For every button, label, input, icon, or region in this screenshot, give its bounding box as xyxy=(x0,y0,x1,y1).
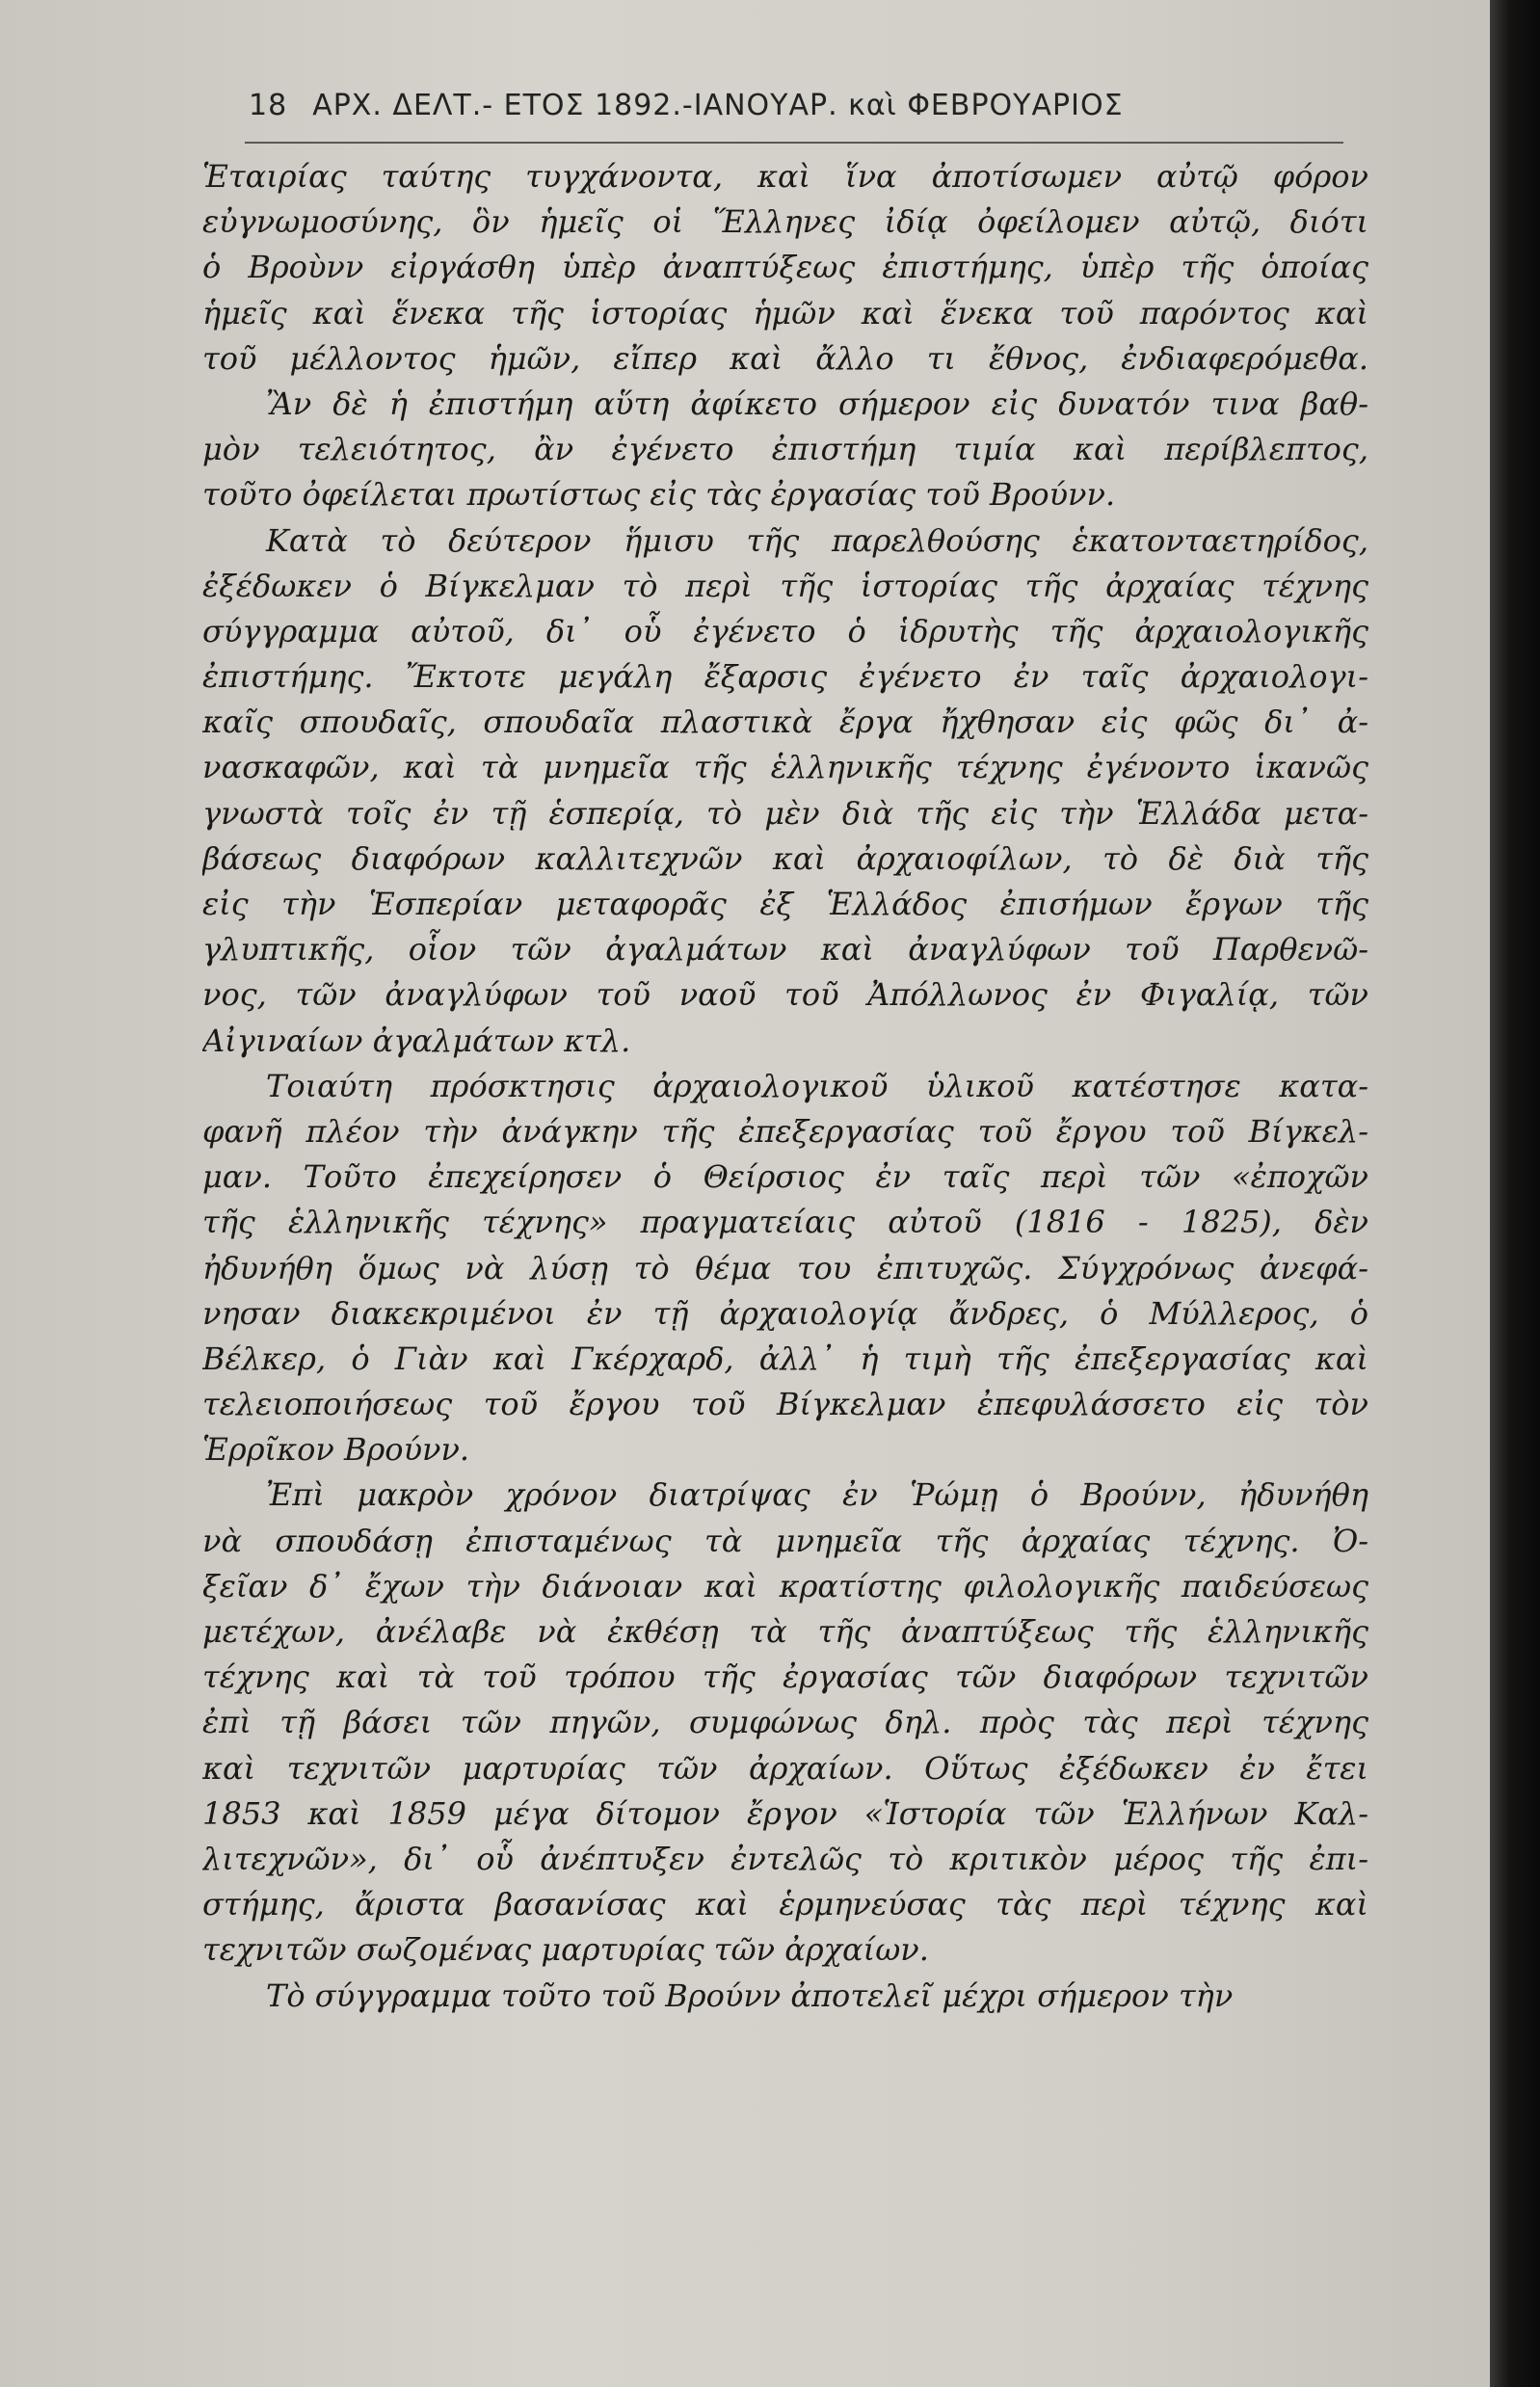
text-line: τελειοποιήσεως τοῦ ἔργου τοῦ Βίγκελμαν ἐπεφυλάσσετο εἰς τὸν xyxy=(202,1386,1368,1423)
text-line: τέχνης καὶ τὰ τοῦ τρόπου τῆς ἐργασίας τῶν διαφόρων τεχνιτῶν xyxy=(202,1658,1368,1696)
running-title: ΑΡΧ. ΔΕΛΤ.- ΕΤΟΣ 1892.-ΙΑΝΟΥΑΡ. καὶ ΦΕΒΡΟΥΑΡΙΟΣ xyxy=(312,89,1124,122)
text-line: τεχνιτῶν σωζομένας μαρτυρίας τῶν ἀρχαίων. xyxy=(202,1931,929,1969)
text-line: στήμης, ἄριστα βασανίσας καὶ ἑρμηνεύσας τὰς περὶ τέχνης καὶ xyxy=(202,1886,1368,1923)
body-text xyxy=(202,154,1368,2019)
text-line: Ἑταιρίας ταύτης τυγχάνοντα, καὶ ἵνα ἀποτίσωμεν αὐτῷ φόρον xyxy=(202,158,1368,195)
text-line: Βέλκερ, ὁ Γιὰν καὶ Γκέρχαρδ, ἀλλ᾽ ἡ τιμὴ τῆς ἐπεξεργασίας καὶ xyxy=(202,1339,1368,1377)
text-line: ἡμεῖς καὶ ἕνεκα τῆς ἱστορίας ἡμῶν καὶ ἕνεκα τοῦ παρόντος καὶ xyxy=(202,294,1368,332)
text-line: νησαν διακεκριμένοι ἐν τῇ ἀρχαιολογίᾳ ἄνδρες, ὁ Μύλλερος, ὁ xyxy=(202,1294,1368,1332)
text-line: ἐξέδωκεν ὁ Βίγκελμαν τὸ περὶ τῆς ἱστορίας τῆς ἀρχαίας τέχνης xyxy=(202,567,1368,604)
text-line: μαν. Τοῦτο ἐπεχείρησεν ὁ Θείρσιος ἐν ταῖς περὶ τῶν «ἐποχῶν xyxy=(202,1158,1368,1196)
page-number: 18 xyxy=(249,89,288,122)
text-line: βάσεως διαφόρων καλλιτεχνῶν καὶ ἀρχαιοφίλων, τὸ δὲ διὰ τῆς xyxy=(202,839,1368,877)
text-line: καῖς σπουδαῖς, σπουδαῖα πλαστικὰ ἔργα ἤχθησαν εἰς φῶς δι᾽ ἀ- xyxy=(202,703,1368,741)
text-line: Ἐπὶ μακρὸν χρόνον διατρίψας ἐν Ῥώμῃ ὁ Βρούνν, ἠδυνήθη xyxy=(266,1476,1368,1514)
text-line: ἠδυνήθη ὅμως νὰ λύσῃ τὸ θέμα του ἐπιτυχῶς. Σύγχρόνως ἀνεφά- xyxy=(202,1249,1368,1286)
text-line: λιτεχνῶν», δι᾽ οὗ ἀνέπτυξεν ἐντελῶς τὸ κριτικὸν μέρος τῆς ἐπι- xyxy=(202,1840,1368,1877)
text-line: Κατὰ τὸ δεύτερον ἥμισυ τῆς παρελθούσης ἑκατονταετηρίδος, xyxy=(266,521,1368,559)
header-rule xyxy=(245,142,1343,144)
text-line: νασκαφῶν, καὶ τὰ μνημεῖα τῆς ἑλληνικῆς τέχνης ἐγένοντο ἱκανῶς xyxy=(202,749,1368,786)
text-line: εἰς τὴν Ἑσπερίαν μεταφορᾶς ἐξ Ἑλλάδος ἐπισήμων ἔργων τῆς xyxy=(202,886,1368,922)
text-line: 1853 καὶ 1859 μέγα δίτομον ἔργον «Ἱστορία τῶν Ἑλλήνων Καλ- xyxy=(202,1794,1368,1832)
text-line: Τὸ σύγγραμμα τοῦτο τοῦ Βρούνν ἀποτελεῖ μέχρι σήμερον τὴν xyxy=(266,1976,1234,2014)
text-line: τοῦτο ὀφείλεται πρωτίστως εἰς τὰς ἐργασίας τοῦ Βρούνν. xyxy=(202,476,1116,514)
text-line: Ἂν δὲ ἡ ἐπιστήμη αὕτη ἀφίκετο σήμερον εἰς δυνατόν τινα βαθ- xyxy=(266,385,1368,422)
text-line: τῆς ἑλληνικῆς τέχνης» πραγματείαις αὐτοῦ (1816 - 1825), δὲν xyxy=(202,1204,1368,1241)
text-line: καὶ τεχνιτῶν μαρτυρίας τῶν ἀρχαίων. Οὕτως ἐξέδωκεν ἐν ἔτει xyxy=(202,1749,1368,1787)
text-line: ξεῖαν δ᾽ ἔχων τὴν διάνοιαν καὶ κρατίστης φιλολογικῆς παιδεύσεως xyxy=(202,1567,1368,1605)
book-gutter xyxy=(1490,0,1540,2387)
text-line: ἐπιστήμης. Ἔκτοτε μεγάλη ἔξαρσις ἐγένετο ἐν ταῖς ἀρχαιολογι- xyxy=(202,658,1368,696)
text-line: τοῦ μέλλοντος ἡμῶν, εἴπερ καὶ ἄλλο τι ἔθνος, ἐνδιαφερόμεθα. xyxy=(202,339,1368,377)
text-line: Ἑρρῖκον Βρούνν. xyxy=(202,1431,470,1469)
text-line: ὁ Βροὺνν εἰργάσθη ὑπὲρ ἀναπτύξεως ἐπιστήμης, ὑπὲρ τῆς ὁποίας xyxy=(202,249,1368,286)
text-line: γλυπτικῆς, οἷον τῶν ἀγαλμάτων καὶ ἀναγλύφων τοῦ Παρθενῶ- xyxy=(202,931,1368,968)
text-line: σύγγραμμα αὐτοῦ, δι᾽ οὗ ἐγένετο ὁ ἱδρυτὴς τῆς ἀρχαιολογικῆς xyxy=(202,612,1368,650)
text-line: ἐπὶ τῇ βάσει τῶν πηγῶν, συμφώνως δηλ. πρὸς τὰς περὶ τέχνης xyxy=(202,1704,1368,1741)
text-line: Τοιαύτη πρόσκτησις ἀρχαιολογικοῦ ὑλικοῦ κατέστησε κατα- xyxy=(266,1067,1368,1104)
running-header xyxy=(249,89,1289,137)
text-line: εὐγνωμοσύνης, ὃν ἡμεῖς οἱ Ἕλληνες ἰδίᾳ ὀφείλομεν αὐτῷ, διότι xyxy=(202,203,1368,241)
text-line: γνωστὰ τοῖς ἐν τῇ ἑσπερίᾳ, τὸ μὲν διὰ τῆς εἰς τὴν Ἑλλάδα μετα- xyxy=(202,794,1368,832)
text-line: φανῆ πλέον τὴν ἀνάγκην τῆς ἐπεξεργασίας τοῦ ἔργου τοῦ Βίγκελ- xyxy=(202,1112,1368,1150)
text-line: νος, τῶν ἀναγλύφων τοῦ ναοῦ τοῦ Ἀπόλλωνος ἐν Φιγαλίᾳ, τῶν xyxy=(202,976,1368,1014)
text-line: νὰ σπουδάσῃ ἐπισταμένως τὰ μνημεῖα τῆς ἀρχαίας τέχνης. Ὀ- xyxy=(202,1522,1368,1559)
text-line: μὸν τελειότητος, ἂν ἐγένετο ἐπιστήμη τιμία καὶ περίβλεπτος, xyxy=(202,431,1368,468)
text-line: μετέχων, ἀνέλαβε νὰ ἐκθέσῃ τὰ τῆς ἀναπτύξεως τῆς ἑλληνικῆς xyxy=(202,1613,1368,1650)
text-line: Αἰγιναίων ἀγαλμάτων κτλ. xyxy=(202,1021,631,1059)
